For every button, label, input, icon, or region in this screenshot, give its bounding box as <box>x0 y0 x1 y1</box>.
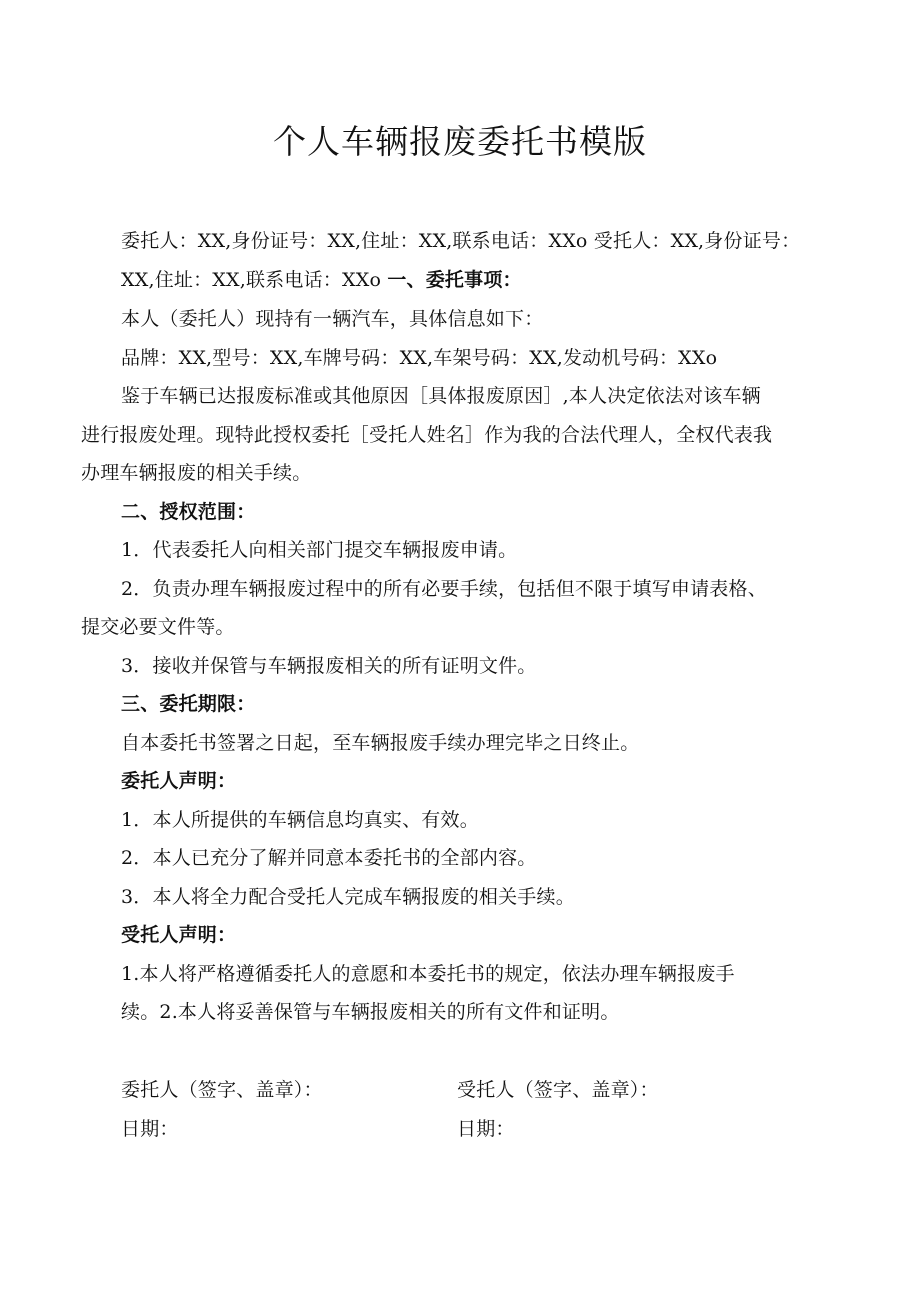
document-title: 个人车辆报废委托书模版 <box>273 122 647 161</box>
intro-line-1: 委托人：XX,身份证号：XX,住址：XX,联系电话：XXo 受托人：XX,身份证号： <box>121 230 801 252</box>
agent-statement-line-2: 续。2.本人将妥善保管与车辆报废相关的所有文件和证明。 <box>121 1001 620 1023</box>
section-3-heading: 三、委托期限： <box>121 693 256 715</box>
principal-statement-item-3: 3．本人将全力配合受托人完成车辆报废的相关手续。 <box>121 886 575 908</box>
section-3-text: 自本委托书签署之日起，至车辆报废手续办理完毕之日终止。 <box>121 732 640 754</box>
principal-statement-item-1: 1．本人所提供的车辆信息均真实、有效。 <box>121 809 479 831</box>
agent-statement-line-1: 1.本人将严格遵循委托人的意愿和本委托书的规定，依法办理车辆报废手 <box>121 963 735 985</box>
section-1-paragraph-3-line-1: 鉴于车辆已达报废标准或其他原因［具体报废原因］,本人决定依法对该车辆 <box>121 385 761 407</box>
agent-signature-label: 受托人（签字、盖章）： <box>457 1079 659 1101</box>
section-2-item-2-line-1: 2．负责办理车辆报废过程中的所有必要手续，包括但不限于填写申请表格、 <box>121 578 767 600</box>
section-1-heading: 一、委托事项： <box>387 269 522 291</box>
intro-line-2 <box>121 267 522 293</box>
principal-statement-item-2: 2．本人已充分了解并同意本委托书的全部内容。 <box>121 847 537 869</box>
section-2-item-1: 1．代表委托人向相关部门提交车辆报废申请。 <box>121 539 518 561</box>
intro-line-2-text: XX,住址：XX,联系电话：XXo <box>121 269 388 291</box>
section-1-paragraph-1: 本人（委托人）现持有一辆汽车，具体信息如下： <box>121 308 544 330</box>
section-2-heading: 二、授权范围： <box>121 501 256 523</box>
principal-signature-label: 委托人（签字、盖章）： <box>121 1079 323 1101</box>
principal-statement-heading: 委托人声明： <box>121 770 237 792</box>
section-1-paragraph-3-line-3: 办理车辆报废的相关手续。 <box>81 462 312 484</box>
section-2-item-3: 3．接收并保管与车辆报废相关的所有证明文件。 <box>121 655 537 677</box>
section-1-paragraph-2: 品牌：XX,型号：XX,车牌号码：XX,车架号码：XX,发动机号码：XXo <box>121 347 718 369</box>
section-1-paragraph-3-line-2: 进行报废处理。现特此授权委托［受托人姓名］作为我的合法代理人，全权代表我 <box>81 424 773 446</box>
section-2-item-2-line-2: 提交必要文件等。 <box>81 616 235 638</box>
agent-statement-heading: 受托人声明： <box>121 924 237 946</box>
agent-date-label: 日期： <box>457 1118 515 1140</box>
principal-date-label: 日期： <box>121 1118 179 1140</box>
